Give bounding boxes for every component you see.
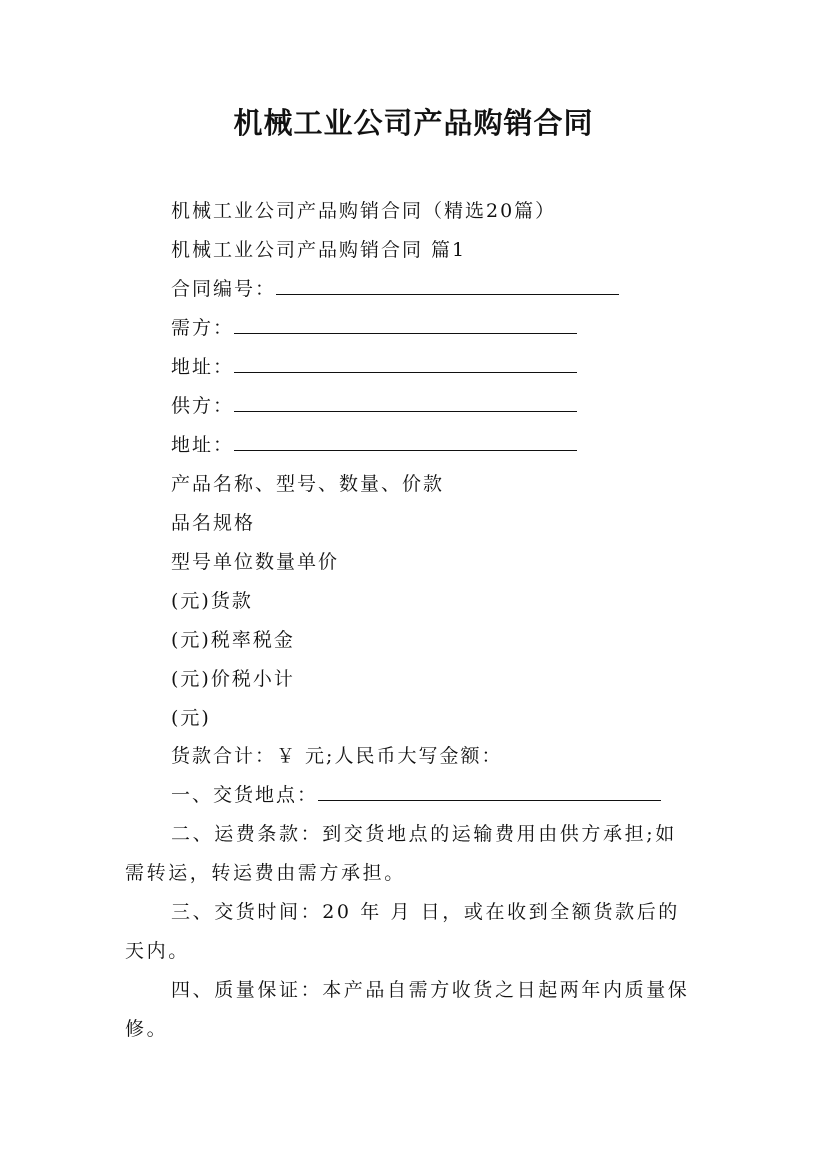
buyer-address-row [171,354,577,380]
supplier-label: 供方： [171,395,235,417]
supplier-blank [234,393,577,412]
buyer-label: 需方： [171,317,235,339]
contract-number-blank [276,276,619,295]
product-line: (元) [171,707,211,729]
product-line: (元)货款 [171,590,253,612]
product-line: (元)价税小计 [171,668,295,690]
product-line: 型号单位数量单价 [171,551,340,573]
supplier-address-label: 地址： [171,434,235,456]
buyer-row [171,315,577,341]
delivery-place-label: 一、交货地点： [171,784,319,806]
product-line: 品名规格 [171,512,256,534]
delivery-place-row [171,782,661,808]
delivery-time-clause-line: 三、交货时间：20 年 月 日，或在收到全额货款后的 [171,901,680,923]
freight-clause-line: 需转运，转运费由需方承担。 [125,862,406,884]
supplier-row [171,393,577,419]
buyer-address-blank [234,354,577,373]
quality-clause-line: 四、质量保证：本产品自需方收货之日起两年内质量保 [171,979,690,1001]
supplier-address-blank [234,432,577,451]
contract-number-label: 合同编号： [171,278,277,300]
total-amount-line: 货款合计：￥ 元;人民币大写金额： [171,745,503,767]
product-line: (元)税率税金 [171,629,295,651]
freight-clause-line: 二、运费条款：到交货地点的运输费用由供方承担;如 [171,823,677,845]
buyer-blank [234,315,577,334]
section-heading: 机械工业公司产品购销合同 篇1 [171,239,467,261]
document-title: 机械工业公司产品购销合同 [233,106,594,140]
quality-clause-line: 修。 [125,1018,169,1040]
delivery-time-clause-line: 天内。 [125,940,190,962]
contract-number-row [171,276,619,302]
document-subtitle: 机械工业公司产品购销合同（精选20篇） [171,200,557,222]
delivery-place-blank [318,782,661,801]
product-line: 产品名称、型号、数量、价款 [171,473,445,495]
buyer-address-label: 地址： [171,356,235,378]
supplier-address-row [171,432,577,458]
